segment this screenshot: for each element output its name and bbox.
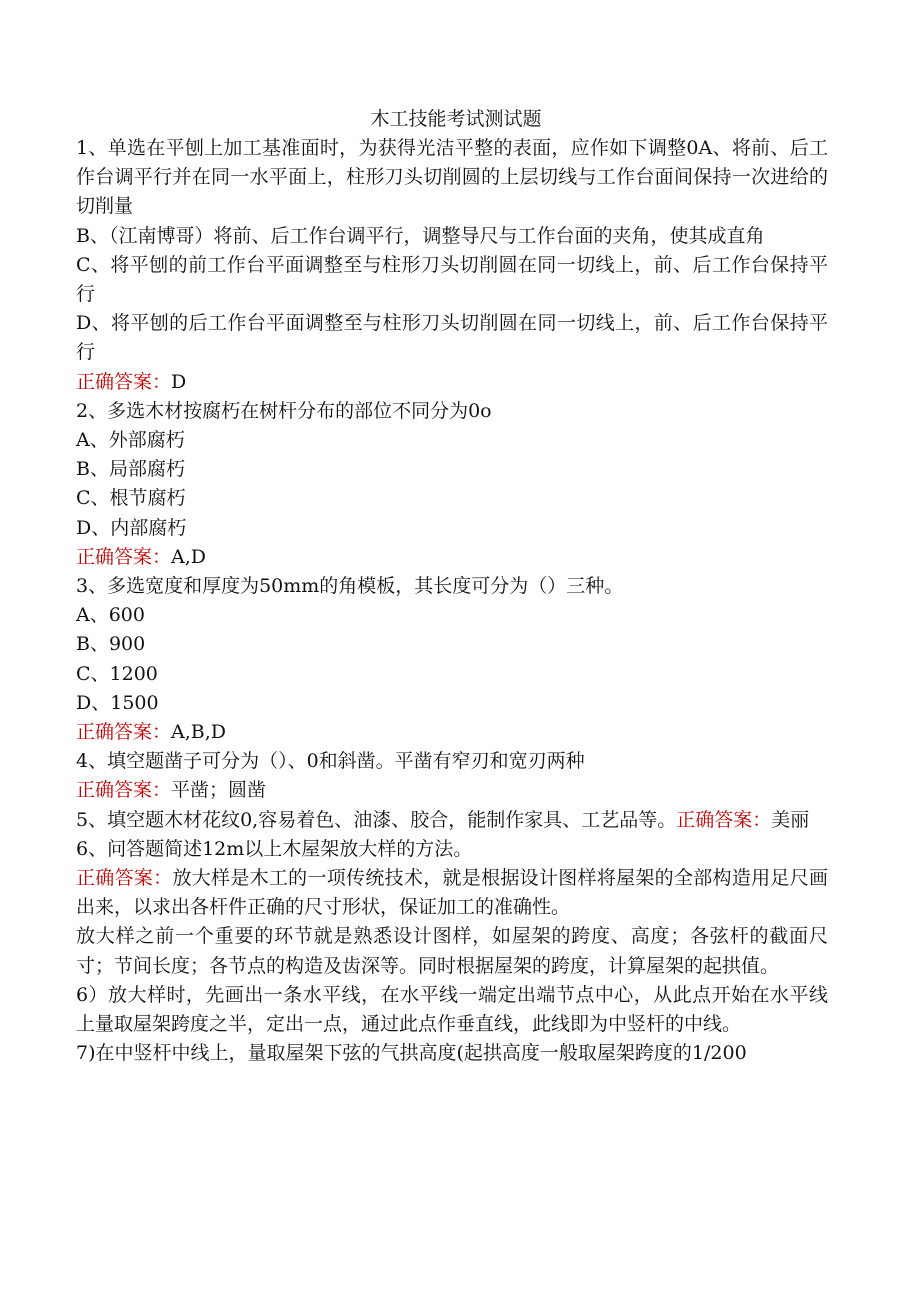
q3-option-a: A、600 [76,604,145,627]
q3-option-d: D、1500 [76,691,159,714]
answer-label: 正确答案： [676,808,772,831]
q5-stem-and-answer [76,806,828,835]
q2-stem: 2、多选木材按腐朽在树杆分布的部位不同分为0o [76,399,492,422]
q1-option-d: D、将平刨的后工作台平面调整至与柱形刀头切削圆在同一切线上，前、后工作台保持平行 [76,312,828,364]
answer-value: D [171,370,187,393]
q1-answer [76,368,828,397]
q6-paragraph-1: 放大样之前一个重要的环节就是熟悉设计图样，如屋架的跨度、高度；各弦杆的截面尺寸；节间长度；各节点的构造及齿深等。同时根据屋架的跨度，计算屋架的起拱值。 [76,925,828,977]
answer-label: 正确答案： [76,370,172,393]
q3-answer [76,718,828,747]
answer-value: 美丽 [771,808,810,831]
q2-option-b: B、局部腐朽 [76,458,185,481]
q6-paragraph-3: 7)在中竖杆中线上，量取屋架下弦的气拱高度(起拱高度一般取屋架跨度的1/200 [76,1042,747,1065]
q6-answer [76,864,828,922]
q2-answer [76,543,828,572]
q3-stem: 3、多选宽度和厚度为50mm的角模板，其长度可分为（）三种。 [76,575,624,598]
q6-paragraph-2: 6）放大样时，先画出一条水平线，在水平线一端定出端节点中心，从此点开始在水平线上量取屋架跨度之半，定出一点，通过此点作垂直线，此线即为中竖杆的中线。 [76,983,828,1036]
answer-value: 放大样是木工的一项传统技术，就是根据设计图样将屋架的全部构造用足尺画出来，以求出各杆件正确的尺寸形状，保证加工的准确性。 [76,867,828,919]
answer-label: 正确答案： [76,545,172,568]
q1-stem: 1、单选在平刨上加工基准面时，为获得光洁平整的表面，应作如下调整0A、将前、后工作台调平行并在同一水平面上，柱形刀头切削圆的上层切线与工作台面间保持一次进给的切削量 [76,137,828,218]
q2-option-d: D、内部腐朽 [76,516,187,539]
q6-stem: 6、问答题简述12m以上木屋架放大样的方法。 [76,837,473,860]
q2-option-c: C、根节腐朽 [76,487,186,510]
q4-stem: 4、填空题凿子可分为（）、0和斜凿。平凿有窄刃和宽刃两种 [76,750,585,773]
q2-option-a: A、外部腐朽 [76,429,185,452]
q3-option-b: B、900 [76,633,146,656]
answer-label: 正确答案： [76,721,172,744]
answer-label: 正确答案： [76,779,172,802]
q5-stem: 5、填空题木材花纹0,容易着色、油漆、胶合，能制作家具、工艺品等。 [76,808,677,831]
answer-value: 平凿；圆凿 [171,779,267,802]
exam-page [76,104,828,1069]
q1-option-b: B、（江南博哥）将前、后工作台调平行，调整导尺与工作台面的夹角，使其成直角 [76,224,765,247]
answer-value: A,D [171,545,207,568]
answer-value: A,B,D [171,721,227,744]
q1-option-c: C、将平刨的前工作台平面调整至与柱形刀头切削圆在同一切线上，前、后工作台保持平行 [76,253,828,306]
q3-option-c: C、1200 [76,662,158,685]
q4-answer [76,776,828,805]
answer-label: 正确答案： [76,867,173,890]
page-title: 木工技能考试测试题 [370,108,542,130]
